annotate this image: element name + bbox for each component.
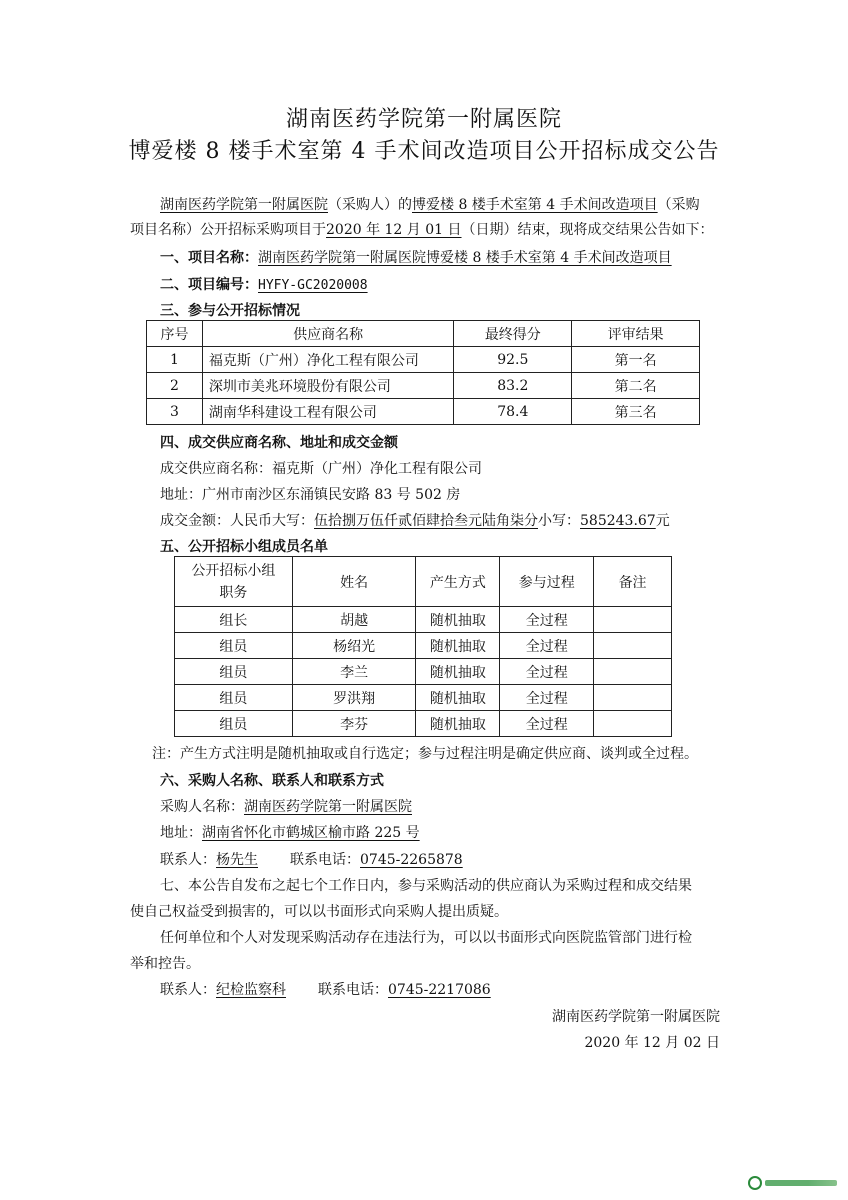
- intro-line-2: [130, 219, 714, 239]
- table-header-row: [175, 557, 672, 607]
- table-row: [175, 659, 672, 685]
- cell-method: 随机抽取: [416, 607, 500, 633]
- section-4-heading: 四、成交供应商名称、地址和成交金额: [160, 435, 398, 451]
- table-row: [175, 711, 672, 737]
- cell-remark: [594, 659, 672, 685]
- role-header-line: 公开招标小组: [191, 562, 276, 579]
- supplier-address: 地址：广州市南沙区东涌镇民安路 83 号 502 房: [160, 487, 461, 503]
- cell-remark: [594, 607, 672, 633]
- purchaser-label: 采购人名称：: [160, 799, 244, 815]
- winning-supplier: 成交供应商名称：福克斯（广州）净化工程有限公司: [160, 461, 482, 477]
- end-date: 2020 年 12 月 01 日: [326, 222, 462, 238]
- section-7-line-1: 七、本公告自发布之起七个工作日内，参与采购活动的供应商认为采购过程和成交结果: [160, 878, 692, 894]
- section-3-heading: 三、参与公开招标情况: [160, 303, 300, 319]
- section-1: [160, 247, 672, 267]
- committee-table: [174, 556, 672, 737]
- col-header: 备注: [594, 557, 672, 607]
- bid-results-table: [146, 320, 700, 425]
- phone-value: 0745-2265878: [360, 852, 463, 868]
- purchaser-name: 湖南医药学院第一附属医院: [160, 197, 328, 213]
- cell-index: 1: [147, 347, 203, 373]
- project-title-value: 湖南医药学院第一附属医院博爱楼 8 楼手术室第 4 手术间改造项目: [258, 250, 672, 266]
- cell-method: 随机抽取: [416, 633, 500, 659]
- purchaser-contact-line: [160, 849, 463, 869]
- section-7-line-3: 任何单位和个人对发现采购活动存在违法行为，可以以书面形式向医院监管部门进行检: [160, 930, 692, 946]
- table-row: [147, 347, 700, 373]
- cell-name: 李兰: [292, 659, 416, 685]
- amount-unit: 元: [655, 513, 670, 529]
- cell-index: 2: [147, 373, 203, 399]
- signature-date: 2020 年 12 月 02 日: [584, 1035, 720, 1051]
- cell-process: 全过程: [500, 633, 594, 659]
- contract-amount: [160, 510, 670, 530]
- col-header: 姓名: [292, 557, 416, 607]
- table-row: [175, 633, 672, 659]
- cell-role: 组员: [175, 685, 293, 711]
- cell-process: 全过程: [500, 659, 594, 685]
- cell-role: 组员: [175, 659, 293, 685]
- amount-small: 585243.67: [580, 513, 656, 529]
- cell-remark: [594, 711, 672, 737]
- section-label: 二、项目编号：: [160, 277, 258, 293]
- cell-process: 全过程: [500, 711, 594, 737]
- section-label: 一、项目名称：: [160, 250, 258, 266]
- col-header: 序号: [147, 321, 203, 347]
- cell-name: 胡越: [292, 607, 416, 633]
- cell-role: 组员: [175, 711, 293, 737]
- supervision-contact-line: [160, 979, 491, 999]
- cell-method: 随机抽取: [416, 659, 500, 685]
- contact-value: 纪检监察科: [216, 982, 286, 998]
- section-2: [160, 274, 368, 294]
- hospital-logo-icon: [748, 1176, 762, 1190]
- phone-label: 联系电话：: [290, 852, 360, 868]
- intro-text: （采购: [657, 197, 700, 213]
- intro-text: 项目名称）公开招标采购项目于: [130, 222, 326, 238]
- address-value: 湖南省怀化市鹤城区榆市路 225 号: [202, 825, 420, 841]
- col-header: 参与过程: [500, 557, 594, 607]
- col-header: 评审结果: [572, 321, 700, 347]
- cell-remark: [594, 633, 672, 659]
- committee-note: 注：产生方式注明是随机抽取或自行选定；参与过程注明是确定供应商、谈判或全过程。: [152, 746, 698, 762]
- table-row: [175, 607, 672, 633]
- section-7-line-4: 举和控告。: [130, 956, 200, 972]
- contact-value: 杨先生: [216, 852, 258, 868]
- intro-text: （采购人）的: [328, 197, 412, 213]
- cell-score: 83.2: [454, 373, 572, 399]
- section-7-line-2: 使自己权益受到损害的，可以以书面形式向采购人提出质疑。: [130, 904, 508, 920]
- col-header: 供应商名称: [202, 321, 454, 347]
- table-row: [147, 373, 700, 399]
- cell-result: 第一名: [572, 347, 700, 373]
- cell-method: 随机抽取: [416, 711, 500, 737]
- contact-label: 联系人：: [160, 982, 216, 998]
- amount-upper: 伍拾捌万伍仟贰佰肆拾叁元陆角柒分: [314, 513, 538, 529]
- watermark-script: [765, 1180, 837, 1186]
- role-header-line: 职务: [219, 584, 248, 601]
- cell-index: 3: [147, 399, 203, 425]
- cell-process: 全过程: [500, 607, 594, 633]
- cell-role: 组员: [175, 633, 293, 659]
- cell-name: 李芬: [292, 711, 416, 737]
- amount-small-label: 小写：: [538, 513, 580, 529]
- cell-result: 第三名: [572, 399, 700, 425]
- cell-supplier: 福克斯（广州）净化工程有限公司: [202, 347, 454, 373]
- cell-score: 92.5: [454, 347, 572, 373]
- phone-value: 0745-2217086: [388, 982, 491, 998]
- cell-role: 组长: [175, 607, 293, 633]
- signature-org: 湖南医药学院第一附属医院: [552, 1009, 720, 1025]
- cell-score: 78.4: [454, 399, 572, 425]
- project-code-value: HYFY-GC2020008: [258, 278, 368, 293]
- phone-label: 联系电话：: [318, 982, 388, 998]
- section-6-heading: 六、采购人名称、联系人和联系方式: [160, 773, 384, 789]
- purchaser-value: 湖南医药学院第一附属医院: [244, 799, 412, 815]
- table-row: [175, 685, 672, 711]
- cell-process: 全过程: [500, 685, 594, 711]
- contact-label: 联系人：: [160, 852, 216, 868]
- col-header: 产生方式: [416, 557, 500, 607]
- purchaser-line: [160, 796, 412, 816]
- title-line-2: 博爱楼 8 楼手术室第 4 手术间改造项目公开招标成交公告: [128, 139, 720, 164]
- table-header-row: [147, 321, 700, 347]
- cell-remark: [594, 685, 672, 711]
- purchaser-address-line: [160, 822, 420, 842]
- intro-line-1: [160, 194, 700, 214]
- address-label: 地址：: [160, 825, 202, 841]
- title-line-1: 湖南医药学院第一附属医院: [285, 107, 562, 132]
- col-header-role: [175, 557, 293, 607]
- cell-name: 杨绍光: [292, 633, 416, 659]
- cell-method: 随机抽取: [416, 685, 500, 711]
- cell-name: 罗洪翔: [292, 685, 416, 711]
- cell-supplier: 湖南华科建设工程有限公司: [202, 399, 454, 425]
- project-name: 博爱楼 8 楼手术室第 4 手术间改造项目: [412, 197, 658, 213]
- intro-text: （日期）结束，现将成交结果公告如下：: [461, 222, 714, 238]
- amount-label: 成交金额：人民币大写：: [160, 513, 314, 529]
- table-row: [147, 399, 700, 425]
- cell-result: 第二名: [572, 373, 700, 399]
- section-5-heading: 五、公开招标小组成员名单: [160, 539, 328, 555]
- col-header: 最终得分: [454, 321, 572, 347]
- hospital-watermark-logo: [748, 1172, 844, 1194]
- cell-supplier: 深圳市美兆环境股份有限公司: [202, 373, 454, 399]
